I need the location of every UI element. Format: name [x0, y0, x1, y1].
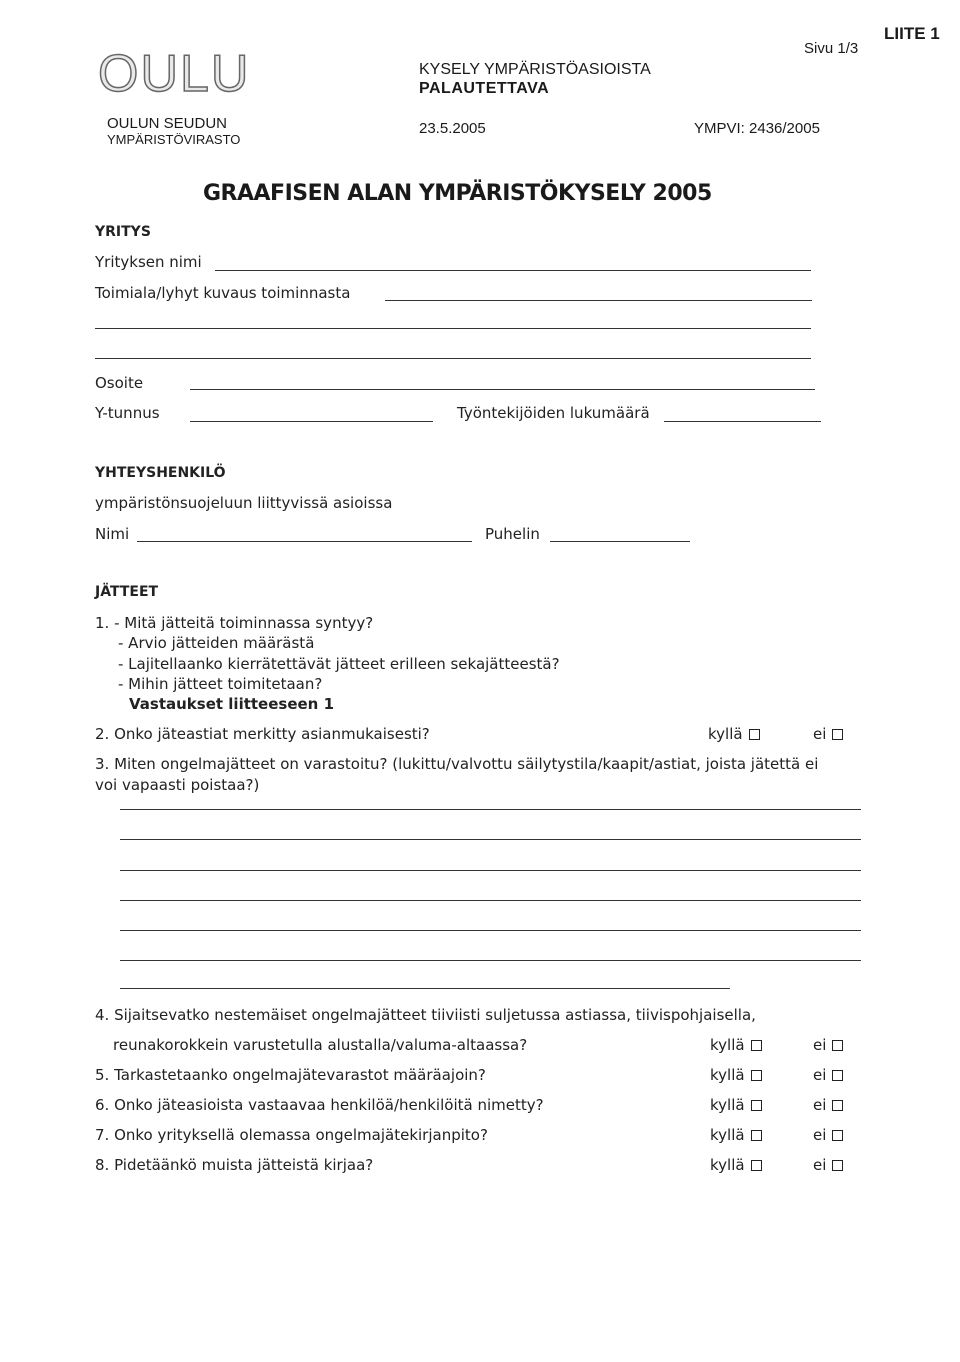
q1-line2: - Arvio jätteiden määrästä [118, 634, 315, 652]
q1-line1: 1. - Mitä jätteitä toiminnassa syntyy? [95, 614, 374, 632]
q3-answer-line6[interactable] [120, 960, 861, 961]
q6-no-option[interactable] [813, 1096, 843, 1114]
q5-yes-option[interactable] [710, 1066, 762, 1084]
q2-yes-label: kyllä [708, 725, 743, 743]
q4-yes-checkbox[interactable] [751, 1040, 762, 1051]
q4-line1: 4. Sijaitsevatko nestemäiset ongelmajätteet tiiviisti suljetussa astiassa, tiivispohjaisella, [95, 1006, 756, 1024]
company-heading: YRITYS [95, 224, 151, 240]
q1-line3: - Lajitellaanko kierrätettävät jätteet erilleen sekajätteestä? [118, 655, 560, 673]
q7-yes-checkbox[interactable] [751, 1130, 762, 1141]
q7-no-label: ei [813, 1126, 827, 1144]
q4-no-checkbox[interactable] [832, 1040, 843, 1051]
q3-answer-line3[interactable] [120, 870, 861, 871]
org-name [107, 116, 240, 148]
q8-no-option[interactable] [813, 1156, 843, 1174]
q4-yes-option[interactable] [710, 1036, 762, 1054]
industry-field[interactable] [385, 300, 812, 301]
contact-subheading: ympäristönsuojeluun liittyvissä asioissa [95, 494, 393, 512]
q6-yes-label: kyllä [710, 1096, 745, 1114]
q6-no-label: ei [813, 1096, 827, 1114]
q5-no-label: ei [813, 1066, 827, 1084]
contact-phone-field[interactable] [550, 541, 690, 542]
q5-yes-checkbox[interactable] [751, 1070, 762, 1081]
q2-yes-checkbox[interactable] [749, 729, 760, 740]
q8-yes-label: kyllä [710, 1156, 745, 1174]
survey-date: 23.5.2005 [419, 120, 486, 137]
q8-text: 8. Pidetäänkö muista jätteistä kirjaa? [95, 1156, 374, 1174]
q4-line2: reunakorokkein varustetulla alustalla/valuma-altaassa? [113, 1036, 528, 1054]
survey-line1: KYSELY YMPÄRISTÖASIOISTA [419, 61, 651, 78]
q6-text: 6. Onko jäteasioista vastaavaa henkilöä/henkilöitä nimetty? [95, 1096, 544, 1114]
q5-text: 5. Tarkastetaanko ongelmajätevarastot määräajoin? [95, 1066, 486, 1084]
q8-yes-checkbox[interactable] [751, 1160, 762, 1171]
q3-answer-line7[interactable] [120, 988, 730, 989]
oulu-logo [98, 44, 250, 104]
company-name-label: Yrityksen nimi [95, 253, 202, 271]
q3-answer-line4[interactable] [120, 900, 861, 901]
q7-yes-option[interactable] [710, 1126, 762, 1144]
contact-name-field[interactable] [137, 541, 472, 542]
q2-text: 2. Onko jäteastiat merkitty asianmukaisesti? [95, 725, 430, 743]
q4-yes-label: kyllä [710, 1036, 745, 1054]
appendix-label: LIITE 1 [884, 24, 940, 43]
q4-no-label: ei [813, 1036, 827, 1054]
address-label: Osoite [95, 374, 144, 392]
q2-no-label: ei [813, 725, 827, 743]
employees-label: Työntekijöiden lukumäärä [457, 404, 650, 422]
q2-yes-option[interactable] [708, 725, 760, 743]
q1-line4: - Mihin jätteet toimitetaan? [118, 675, 323, 693]
org-line1: OULUN SEUDUN [107, 115, 228, 132]
q1-answers-note: Vastaukset liitteeseen 1 [129, 695, 335, 713]
industry-label: Toimiala/lyhyt kuvaus toiminnasta [95, 284, 351, 302]
q2-no-checkbox[interactable] [832, 729, 843, 740]
industry-field-line3[interactable] [95, 358, 811, 359]
logo-text: OULU [98, 45, 251, 103]
q8-no-checkbox[interactable] [832, 1160, 843, 1171]
q2-no-option[interactable] [813, 725, 843, 743]
q3-line2: voi vapaasti poistaa?) [95, 776, 260, 794]
q5-no-checkbox[interactable] [832, 1070, 843, 1081]
contact-phone-label: Puhelin [485, 525, 540, 543]
employees-field[interactable] [664, 421, 821, 422]
q7-no-option[interactable] [813, 1126, 843, 1144]
q7-no-checkbox[interactable] [832, 1130, 843, 1141]
q3-answer-line2[interactable] [120, 839, 861, 840]
waste-heading: JÄTTEET [95, 584, 159, 600]
survey-title-block [419, 60, 651, 98]
contact-name-label: Nimi [95, 525, 130, 543]
q3-answer-line1[interactable] [120, 809, 861, 810]
q3-answer-line5[interactable] [120, 930, 861, 931]
contact-heading: YHTEYSHENKILÖ [95, 465, 226, 481]
company-name-field[interactable] [215, 270, 811, 271]
page-number: Sivu 1/3 [804, 40, 859, 57]
q7-text: 7. Onko yrityksellä olemassa ongelmajätekirjanpito? [95, 1126, 488, 1144]
org-line2: YMPÄRISTÖVIRASTO [107, 132, 241, 147]
q4-no-option[interactable] [813, 1036, 843, 1054]
q6-no-checkbox[interactable] [832, 1100, 843, 1111]
q6-yes-checkbox[interactable] [751, 1100, 762, 1111]
q7-yes-label: kyllä [710, 1126, 745, 1144]
q3-line1: 3. Miten ongelmajätteet on varastoitu? (lukittu/valvottu säilytystila/kaapit/astiat, joista jätettä ei [95, 755, 819, 773]
q5-yes-label: kyllä [710, 1066, 745, 1084]
industry-field-line2[interactable] [95, 328, 811, 329]
reference-number: YMPVI: 2436/2005 [694, 120, 820, 137]
q6-yes-option[interactable] [710, 1096, 762, 1114]
business-id-field[interactable] [190, 421, 433, 422]
business-id-label: Y-tunnus [95, 404, 160, 422]
survey-line2: PALAUTETTAVA [419, 80, 550, 97]
q8-no-label: ei [813, 1156, 827, 1174]
q5-no-option[interactable] [813, 1066, 843, 1084]
address-field[interactable] [190, 389, 815, 390]
page-title: GRAAFISEN ALAN YMPÄRISTÖKYSELY 2005 [203, 181, 712, 206]
q8-yes-option[interactable] [710, 1156, 762, 1174]
